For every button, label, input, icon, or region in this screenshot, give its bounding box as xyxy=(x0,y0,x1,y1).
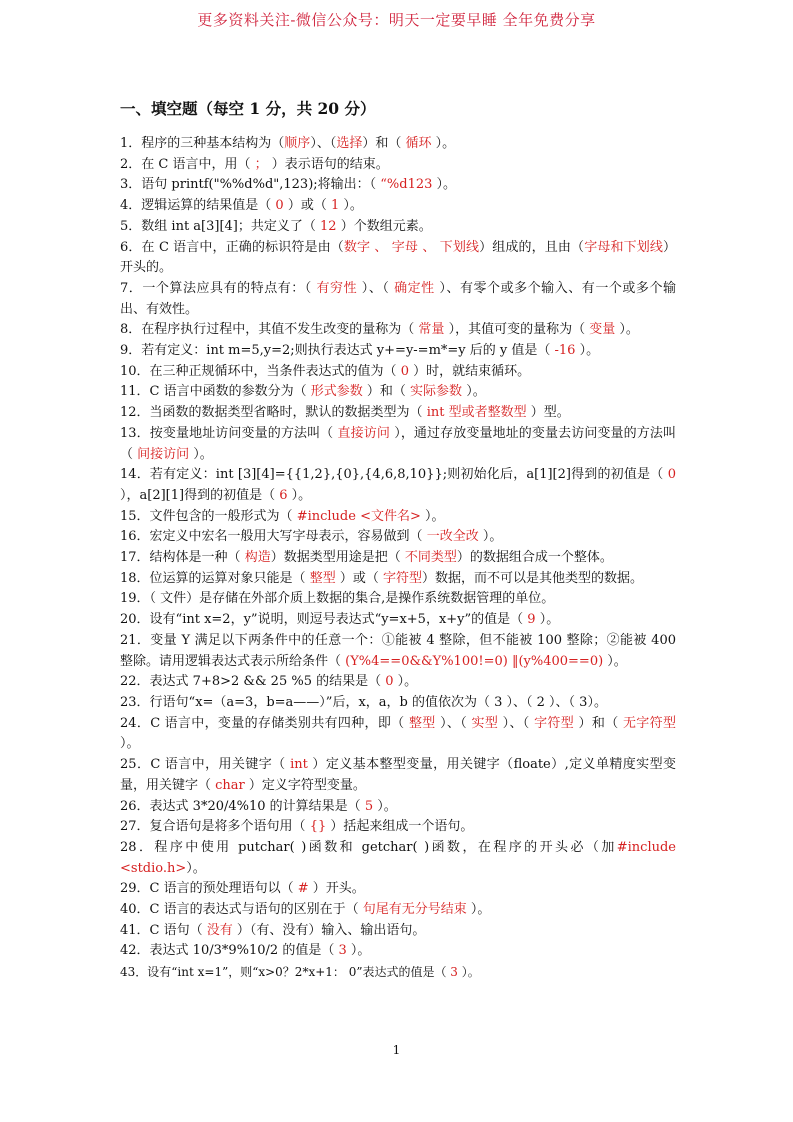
question-text: 设有“int x=1”，则“x>0？2*x+1： 0”表达式的值是（ xyxy=(147,965,451,980)
question-text: C 语言的表达式与语句的区别在于（ xyxy=(149,902,363,918)
question-item xyxy=(120,238,676,279)
question-text: 设有“int x=2，y”说明，则逗号表达式“y=x+5，x+y”的值是（ xyxy=(149,612,528,628)
question-text: 表达式 3*20/4%10 的计算结果是（ xyxy=(149,798,365,814)
answer-text: 0 xyxy=(400,363,409,379)
question-number: 10． xyxy=(120,363,150,379)
question-text: ）个数组元素。 xyxy=(336,218,432,234)
question-text: ）时，就结束循环。 xyxy=(408,363,531,379)
question-number: 9． xyxy=(120,343,142,359)
question-text: ）定义基本整型变量，用关键字（floate）,定义单精度实型变量，用关键字（ xyxy=(120,757,676,793)
question-text: 在程序执行过程中，其值不发生改变的量称为（ xyxy=(141,322,419,338)
question-text: 程序中使用 putchar( )函数和 getchar( )函数，在程序的开头必（加 xyxy=(154,839,617,855)
question-text: ）。 xyxy=(189,446,213,462)
answer-text: ； xyxy=(254,156,268,172)
question-text: ），a[2][1]得到的初值是（ xyxy=(120,487,280,503)
question-text: C 语言中，变量的存储类别共有四种，即（ xyxy=(150,715,409,731)
question-text: ）开头的。 xyxy=(120,239,676,276)
question-item xyxy=(120,527,676,548)
question-text: 数组 int a[3][4]；共定义了（ xyxy=(141,218,321,234)
question-number: 25． xyxy=(120,757,151,773)
question-item xyxy=(120,714,676,755)
question-number: 12． xyxy=(120,405,150,421)
question-text: ）和（ xyxy=(574,715,623,731)
question-text: ）。 xyxy=(575,343,600,359)
question-item xyxy=(120,382,676,403)
question-number: 20． xyxy=(120,612,150,628)
question-number: 27． xyxy=(120,819,150,835)
question-text: ）开头。 xyxy=(308,881,365,897)
page-number: 1 xyxy=(392,1043,401,1057)
question-text: 在 C 语言中，用（ xyxy=(141,156,255,172)
answer-text: 3 xyxy=(450,965,458,980)
question-item xyxy=(120,900,676,921)
question-text: ）。 xyxy=(466,902,491,918)
question-number: 7． xyxy=(120,280,143,296)
answer-text: int xyxy=(290,757,308,773)
question-number: 29． xyxy=(120,881,150,897)
question-item xyxy=(120,921,676,942)
question-text: ）、（ xyxy=(357,280,395,296)
question-number: 17． xyxy=(120,550,150,566)
answer-text: 顺序 xyxy=(284,136,311,151)
answer-text: 0 xyxy=(275,198,284,214)
question-text: 语句 printf("%%d%d",123);将输出：（ xyxy=(141,177,381,193)
answer-text: 变量 xyxy=(589,322,616,338)
question-text: ）组成的，且由（ xyxy=(479,239,585,255)
question-number: 22． xyxy=(120,674,150,690)
question-text: 一个算法应具有的特点有：（ xyxy=(142,280,317,296)
question-item xyxy=(120,320,676,341)
answer-text: 1 xyxy=(330,198,340,214)
question-number: 8． xyxy=(120,322,142,338)
answer-text: 5 xyxy=(364,798,374,814)
question-text: 在三种正规循环中，当条件表达式的值为（ xyxy=(149,363,401,379)
question-item xyxy=(120,631,676,672)
question-text: ），其值可变的量称为（ xyxy=(444,322,590,338)
question-item xyxy=(120,155,676,176)
answer-text: (Y%4==0&&Y%100!=0) ‖(y%400==0) xyxy=(345,653,604,669)
answer-text: 无字符型 xyxy=(622,715,676,731)
answer-text: 实型 xyxy=(471,715,499,731)
answer-text: 构造 xyxy=(244,550,271,566)
question-text: 宏定义中宏名一般用大写字母表示，容易做到（ xyxy=(149,529,427,545)
question-number: 2． xyxy=(120,156,142,172)
question-item xyxy=(120,589,676,610)
question-text: ）。 xyxy=(339,198,363,214)
question-item xyxy=(120,610,676,631)
question-number: 23． xyxy=(120,694,150,710)
answer-text: 9 xyxy=(527,612,536,628)
question-text: ）。 xyxy=(431,136,456,151)
question-number: 11． xyxy=(120,384,150,400)
question-number: 19． xyxy=(120,591,150,607)
question-text: ）。 xyxy=(373,798,397,814)
question-item xyxy=(120,196,676,217)
question-item xyxy=(120,548,676,569)
question-number: 16． xyxy=(120,529,150,545)
question-number: 5． xyxy=(120,218,142,234)
answer-text: 常量 xyxy=(418,322,445,338)
question-text: ）数据，而不可以是其他类型的数据。 xyxy=(421,570,643,586)
question-text: 当函数的数据类型省略时，默认的数据类型为（ xyxy=(149,405,427,421)
question-number: 1． xyxy=(120,136,142,151)
question-text: ）或（ xyxy=(335,570,383,586)
answer-text: 一改全改 xyxy=(426,529,479,545)
answer-text: 字符型 xyxy=(382,570,422,586)
question-text: ）（有、没有）输入、输出语句。 xyxy=(232,922,426,938)
question-text: ）表示语句的结束。 xyxy=(267,156,389,172)
question-text: C 语言的预处理语句以（ xyxy=(149,881,298,897)
question-number: 3． xyxy=(120,177,142,193)
answer-text: 选择 xyxy=(336,136,363,151)
answer-text: #include <文件名> xyxy=(296,508,421,524)
question-item xyxy=(120,175,676,196)
question-number: 26． xyxy=(120,798,150,814)
question-number: 13． xyxy=(120,425,150,441)
question-text: ）和（ xyxy=(362,384,411,400)
question-text: 文件包含的一般形式为（ xyxy=(149,508,297,524)
answer-text: 确定性 xyxy=(394,280,435,296)
answer-text: 字母和下划线 xyxy=(584,239,663,255)
question-text: ）型。 xyxy=(526,405,570,421)
question-text: C 语言中，用关键字（ xyxy=(150,757,291,773)
question-item xyxy=(120,941,676,962)
question-text: C 语言中函数的参数分为（ xyxy=(149,384,311,400)
question-text: ）定义字符型变量。 xyxy=(244,777,366,793)
question-text: ）。 xyxy=(432,177,457,193)
question-text: 按变量地址访问变量的方法叫（ xyxy=(149,425,338,441)
question-item xyxy=(120,962,676,983)
question-text: ）。 xyxy=(535,612,560,628)
question-text: ）。 xyxy=(615,322,639,338)
question-text: ）或（ xyxy=(283,198,331,214)
question-item xyxy=(120,424,676,465)
question-item xyxy=(120,817,676,838)
question-item xyxy=(120,879,676,900)
answer-text: {} xyxy=(309,819,327,835)
answer-text: 没有 xyxy=(206,922,233,938)
question-item xyxy=(120,341,676,362)
question-number: 43． xyxy=(120,965,148,980)
answer-text: # xyxy=(297,881,309,897)
question-text: 在 C 语言中，正确的标识符是由（ xyxy=(141,239,344,255)
question-number: 41． xyxy=(120,922,150,938)
question-text: ）、（ xyxy=(498,715,535,731)
question-text: ）。 xyxy=(457,965,480,980)
answer-text: 形式参数 xyxy=(310,384,363,400)
question-item xyxy=(120,693,676,714)
answer-text: 整型 xyxy=(408,715,436,731)
question-text: ）。 xyxy=(420,508,445,524)
question-number: 18． xyxy=(120,570,150,586)
answer-text: 实际参数 xyxy=(410,384,463,400)
answer-text: #include <stdio.h> xyxy=(120,839,676,876)
header-banner: 更多资料关注-微信公众号：明天一定要早睡 全年免费分享 xyxy=(197,11,596,29)
question-text: ）。 xyxy=(120,736,140,752)
question-item xyxy=(120,569,676,590)
question-text: 逻辑运算的结果值是（ xyxy=(141,198,276,214)
question-text: ）。 xyxy=(186,860,206,876)
answer-text: 6 xyxy=(279,487,288,503)
answer-text: 字符型 xyxy=(534,715,575,731)
question-text: 表达式 7+8>2 && 25 %5 的结果是（ xyxy=(149,674,386,690)
question-text: 行语句“x=（a=3，b=a——）”后，x，a，b 的值依次为（ 3 ）、（ 2 ）、（ 3）。 xyxy=(149,694,607,710)
question-item xyxy=(120,403,676,424)
question-text: ）。 xyxy=(287,487,312,503)
question-number: 24． xyxy=(120,715,151,731)
question-item xyxy=(120,838,676,879)
question-text: ）的数据组合成一个整体。 xyxy=(456,550,613,566)
section-title: 一、填空题（每空 1 分，共 20 分） xyxy=(120,99,376,118)
question-text: ）。 xyxy=(478,529,503,545)
answer-text: int 型或者整数型 xyxy=(426,405,527,421)
answer-text: 句尾有无分号结束 xyxy=(362,902,467,918)
answer-text: 3 xyxy=(338,943,347,959)
answer-text: 整型 xyxy=(309,570,336,586)
question-text: 若有定义：int [3][4]={{1,2},{0},{4,6,8,10}};则初始化后，a[1][2]得到的初值是（ xyxy=(149,467,668,483)
answer-text: char xyxy=(215,777,245,793)
question-text: ）、（ xyxy=(435,715,472,731)
question-number: 40． xyxy=(120,902,150,918)
answer-text: 12 xyxy=(320,218,337,234)
answer-text: 间接访问 xyxy=(137,446,190,462)
question-text: ）、（ xyxy=(310,136,337,151)
question-number: 21． xyxy=(120,632,151,648)
question-text: 位运算的运算对象只能是（ xyxy=(149,570,310,586)
question-text: 变量 Y 满足以下两条件中的任意一个：①能被 4 整除，但不能被 100 整除；②能被 400 整除。请用逻辑表达式表示所给条件（ xyxy=(120,632,676,669)
question-number: 4． xyxy=(120,198,142,214)
question-item xyxy=(120,465,676,506)
question-number: 14． xyxy=(120,467,150,483)
question-text: ）和（ xyxy=(362,136,406,151)
question-text: ）。 xyxy=(346,943,371,959)
question-number: 42． xyxy=(120,943,150,959)
question-text: 程序的三种基本结构为（ xyxy=(141,136,285,151)
answer-text: “%d123 xyxy=(380,177,433,193)
question-text: 若有定义：int m=5,y=2;则执行表达式 y+=y-=m*=y 后的 y 值是（ xyxy=(141,343,555,359)
question-text: ）。 xyxy=(462,384,486,400)
question-text: 表达式 10/3*9%10/2 的值是（ xyxy=(149,943,339,959)
question-number: 15． xyxy=(120,508,150,524)
question-text: ）。 xyxy=(603,653,627,669)
question-list xyxy=(120,134,676,983)
question-item xyxy=(120,134,676,155)
question-text: ）。 xyxy=(393,674,418,690)
question-text: 复合语句是将多个语句用（ xyxy=(149,819,310,835)
answer-text: 有穷性 xyxy=(316,280,358,296)
answer-text: 0 xyxy=(385,674,394,690)
question-text: 结构体是一种（ xyxy=(149,550,245,566)
question-item xyxy=(120,362,676,383)
question-item xyxy=(120,755,676,796)
answer-text: 循环 xyxy=(405,136,432,151)
answer-text: 0 xyxy=(667,467,676,483)
question-item xyxy=(120,672,676,693)
question-item xyxy=(120,279,676,320)
question-text: C 语句（ xyxy=(149,922,207,938)
question-text: ）括起来组成一个语句。 xyxy=(326,819,474,835)
question-text: ），通过存放变量地址的变量去访问变量的方法叫（ xyxy=(120,425,676,462)
question-text: ）、有零个或多个输入、有一个或多个输出、有效性。 xyxy=(120,280,677,317)
answer-text: 直接访问 xyxy=(337,425,390,441)
question-number: 6． xyxy=(120,239,142,255)
question-item xyxy=(120,507,676,528)
question-text: ）数据类型用途是把（ xyxy=(270,550,405,566)
question-item xyxy=(120,797,676,818)
answer-text: 数字 、 字母 、 下划线 xyxy=(343,239,480,255)
answer-text: 不同类型 xyxy=(404,550,457,566)
question-text: （ 文件）是存储在外部介质上数据的集合,是操作系统数据管理的单位。 xyxy=(149,591,555,607)
question-item xyxy=(120,217,676,238)
question-number: 28． xyxy=(120,839,155,855)
answer-text: -16 xyxy=(554,343,576,359)
